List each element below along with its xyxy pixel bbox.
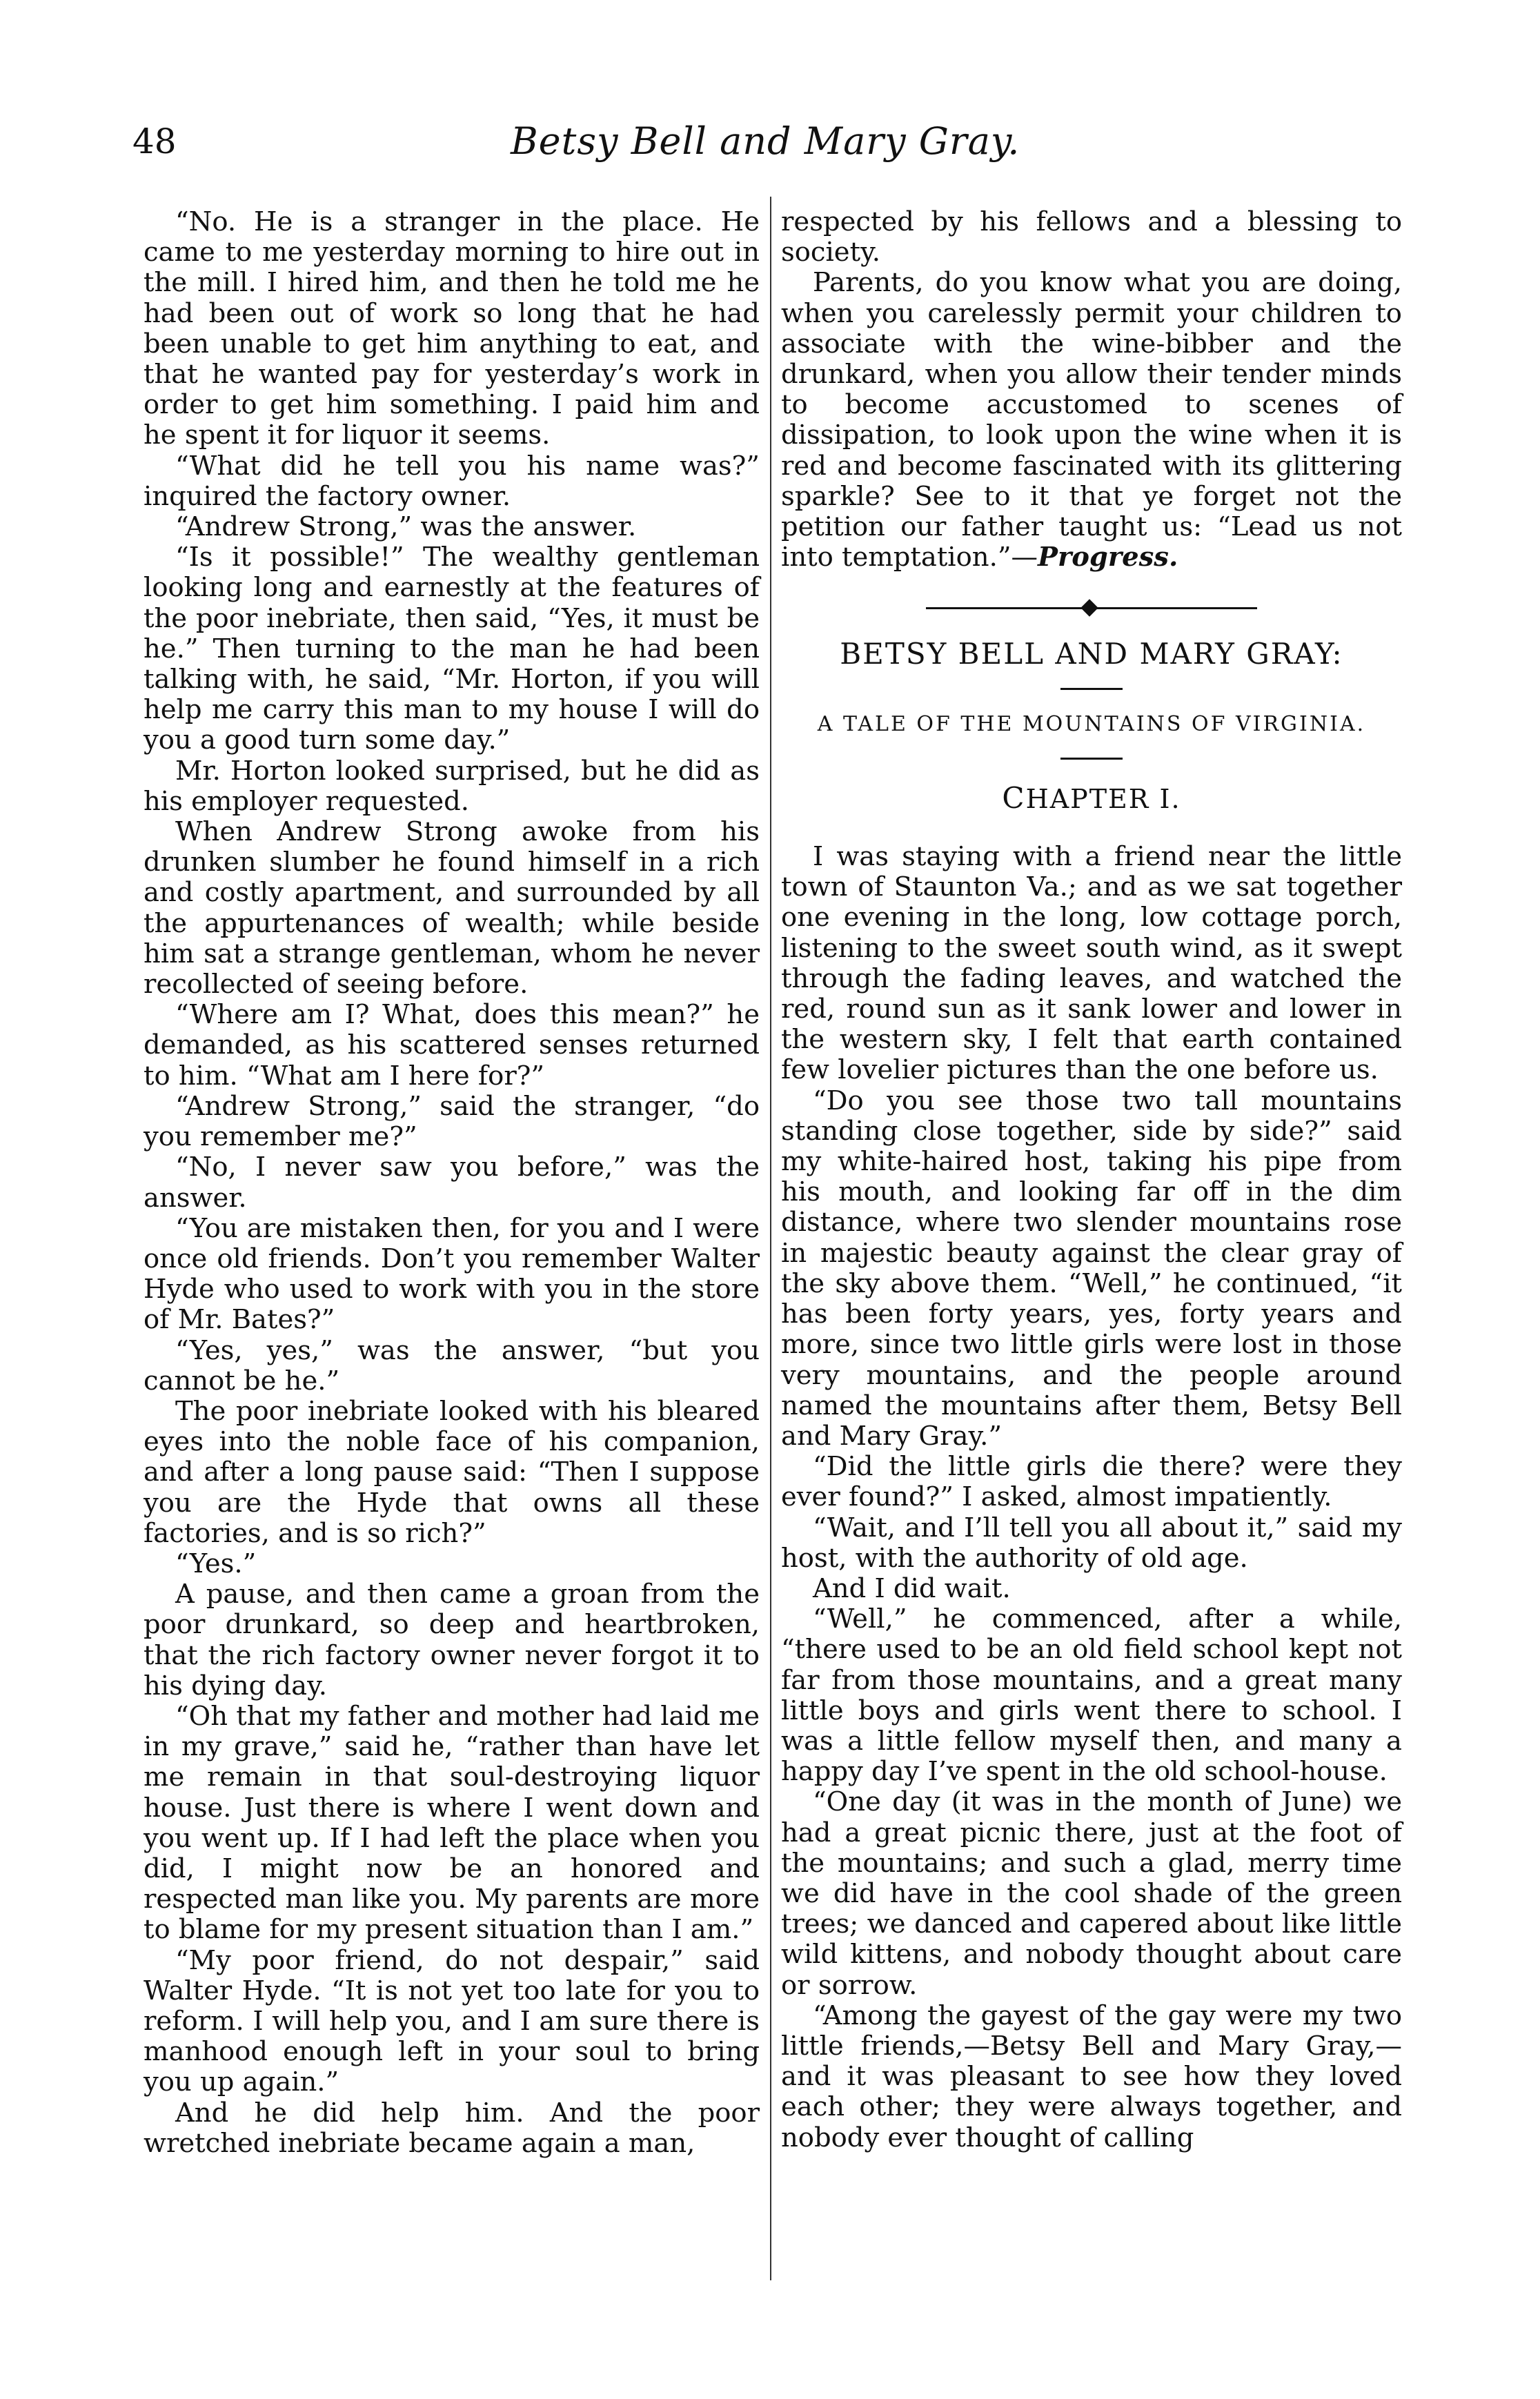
paragraph: A pause, and then came a groan from the poor drunkard, so deep and heartbroken, that the rich factory owner never forgot it to his dying day. [144,1579,760,1701]
story-title: BETSY BELL AND MARY GRAY: [840,637,1343,671]
paragraph: The poor inebriate looked with his bleared eyes into the noble face of his companion, and after a long pause said: “Then I suppose you are the Hyde that owns all these factories, and is so rich?” [144,1395,760,1549]
paragraph: “Wait, and I’ll tell you all about it,” said my host, with the authority of old age. [781,1512,1402,1574]
paragraph: “My poor friend, do not despair,” said Walter Hyde. “It is not yet too late for you to reform. I will help you, and I am sure there is manhood enough left in your soul to bring you up again.” [144,1944,760,2098]
short-rule [1060,688,1123,690]
paragraph: And I did wait. [813,1572,1011,1604]
paragraph: “One day (it was in the month of June) we had a great picnic there, just at the foot of the mountains; and such a glad, merry time we did have in the cool shade of the green trees; we danced and capered about like little wild kittens, and nobody thought about care or sorrow. [781,1786,1402,2001]
paragraph: Mr. Horton looked surprised, but he did as his employer requested. [144,755,760,817]
paragraph: I was staying with a friend near the little town of Staunton Va.; and as we sat together one evening in the long, low cottage porch, listening to the sweet south wind, as it swept through the fading leaves, and watched the red, round sun as it sank lower and lower in the western sky, I felt that earth contained few lovelier pictures than the one before us. [781,841,1402,1086]
paragraph: “Well,” he commenced, after a while, “there used to be an old field school kept not far from those mountains, and a great many little boys and girls went there to school. I was a little fellow myself then, and many a happy day I’ve spent in the old school-house. [781,1603,1402,1788]
paragraph: “Andrew Strong,” was the answer. [175,511,637,543]
paragraph: “Is it possible!” The wealthy gentleman looking long and earnestly at the features of the poor inebriate, then said, “Yes, it must be he.” Then turning to the man he had been talking with, he said, “Mr. Horton, if you will help me carry this man to my house I will do you a good turn some day.” [144,542,760,756]
paragraph: “Yes, yes,” was the answer, “but you cannot be he.” [144,1334,760,1396]
column-divider [770,197,771,2280]
chapter-heading [781,780,1402,815]
paragraph [781,268,1402,573]
paragraph: When Andrew Strong awoke from his drunken slumber he found himself in a rich and costly apartment, and surrounded by all the appurtenances of wealth; while beside him sat a strange gentleman, whom he never recollected of seeing before. [144,816,760,1000]
paragraph: “Among the gayest of the gay were my two little friends,—Betsy Bell and Mary Gray,—and it was pleasant to see how they loved each other; they were always together, and nobody ever thought of calling [781,2000,1402,2153]
running-title: Betsy Bell and Mary Gray. [511,119,1020,163]
paragraph: “Did the little girls die there? were they ever found?” I asked, almost impatiently. [781,1451,1402,1513]
chapter-cap: C [1002,780,1026,815]
paragraph: And he did help him. And the poor wretched inebriate became again a man, [144,2097,760,2159]
paragraph: “Oh that my father and mother had laid me in my grave,” said he, “rather than have let me remain in that soul-destroying liquor house. Just there is where I went down and you went up. If I had left the place when you did, I might now be an honored and respected man like you. My parents are more to blame for my present situation than I am.” [144,1700,760,1946]
page-number: 48 [132,121,177,161]
paragraph: “What did he tell you his name was?” inquired the factory owner. [144,450,760,512]
paragraph: respected by his fellows and a blessing to society. [781,206,1402,268]
paragraph-text: Parents, do you know what you are doing, when you carelessly permit your children to associate with the wine-bibber and the drunkard, when you allow their tender minds to become accustomed to scenes of dissipation, to look upon the wine when it is red and become fascinated with its glittering sparkle? See to it that ye forget not the petition our father taught us: “Lead us not into temptation.”— [781,267,1402,573]
chapter-rest: HAPTER I. [1025,783,1181,814]
paragraph: “No. He is a stranger in the place. He came to me yesterday morning to hire out in the mill. I hired him, and then he told me he had been out of work so long that he had been unable to get him anything to eat, and that he wanted pay for yesterday’s work in order to get him something. I paid him and he spent it for liquor it seems. [144,206,760,451]
paragraph: “Do you see those two tall mountains standing close together, side by side?” said my white-haired host, taking his pipe from his mouth, and looking far off in the dim distance, where two slender mountains rose in majestic beauty against the clear gray of the sky above them. “Well,” he continued, “it has been forty years, yes, forty years and more, since two little girls were lost in those very mountains, and the people around named the mountains after them, Betsy Bell and Mary Gray.” [781,1085,1402,1452]
short-rule [1060,758,1123,760]
paragraph: “No, I never saw you before,” was the answer. [144,1152,760,1214]
left-column [144,207,760,2159]
page-header [0,117,1540,179]
story-subtitle: A TALE OF THE MOUNTAINS OF VIRGINIA. [817,711,1366,736]
paragraph: “Where am I? What, does this mean?” he demanded, as his scattered senses returned to him. “What am I here for?” [144,999,760,1092]
ornamental-divider [926,598,1257,618]
paragraph: “Andrew Strong,” said the stranger, “do you remember me?” [144,1090,760,1153]
diamond-ornament-icon [1080,600,1098,617]
right-column [781,207,1402,2153]
paragraph: “Yes.” [175,1548,257,1579]
source-credit: Progress. [1038,542,1178,573]
paragraph: “You are mistaken then, for you and I were once old friends. Don’t you remember Walter Hyde who used to work with you in the store of Mr. Bates?” [144,1212,760,1336]
